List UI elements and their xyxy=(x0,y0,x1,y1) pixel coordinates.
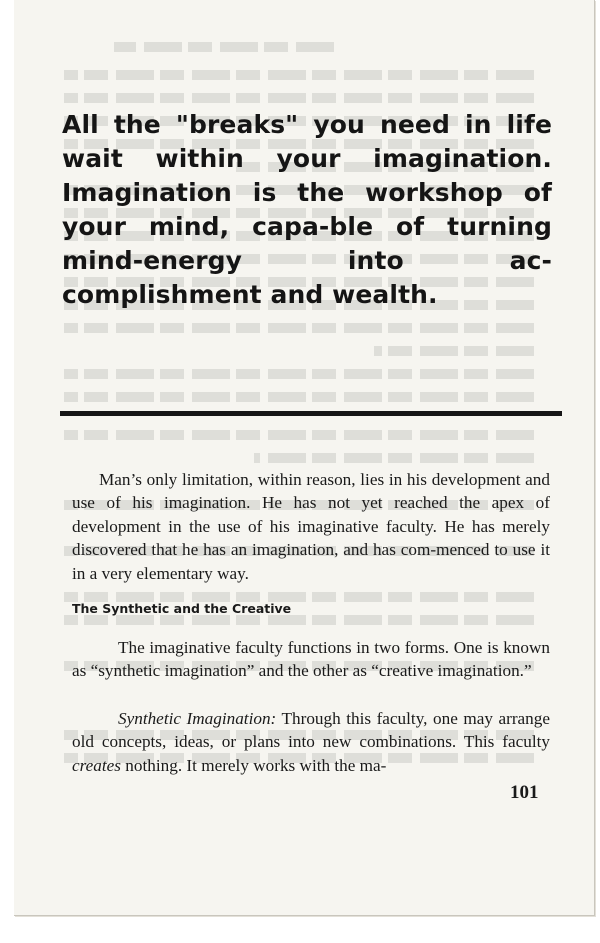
emphasis-creates: creates xyxy=(72,755,121,775)
body-paragraph-3 xyxy=(72,707,550,777)
body-paragraph-2: The imaginative faculty functions in two forms. One is known as “synthetic imagination” and the other as “creative imagination.” xyxy=(72,638,550,681)
book-page xyxy=(14,0,595,916)
horizontal-rule xyxy=(60,411,562,416)
paragraph-3-text-a: Through this faculty, one may arrange old concepts, ideas, or plans into new combinations. This faculty xyxy=(72,709,550,752)
body-paragraph-1: Man’s only limitation, within reason, lies in his development and use of his imagination. He has not yet reached the apex of development in the use of his imaginative faculty. He has merely discovered that he has an imagination, and has com-menced to use it in a very elementary way. xyxy=(72,470,550,583)
term-synthetic-imagination: Synthetic Imagination: xyxy=(118,709,277,728)
section-heading: The Synthetic and the Creative xyxy=(72,601,292,616)
paragraph-3-text-b: nothing. It merely works with the ma- xyxy=(121,755,387,775)
page-number: 101 xyxy=(510,782,539,803)
pull-quote: All the "breaks" you need in life wait within your imagination. Imagination is the workshop of your mind, capa-ble of turning mind-energy into ac-complishment and wealth. xyxy=(62,110,552,309)
